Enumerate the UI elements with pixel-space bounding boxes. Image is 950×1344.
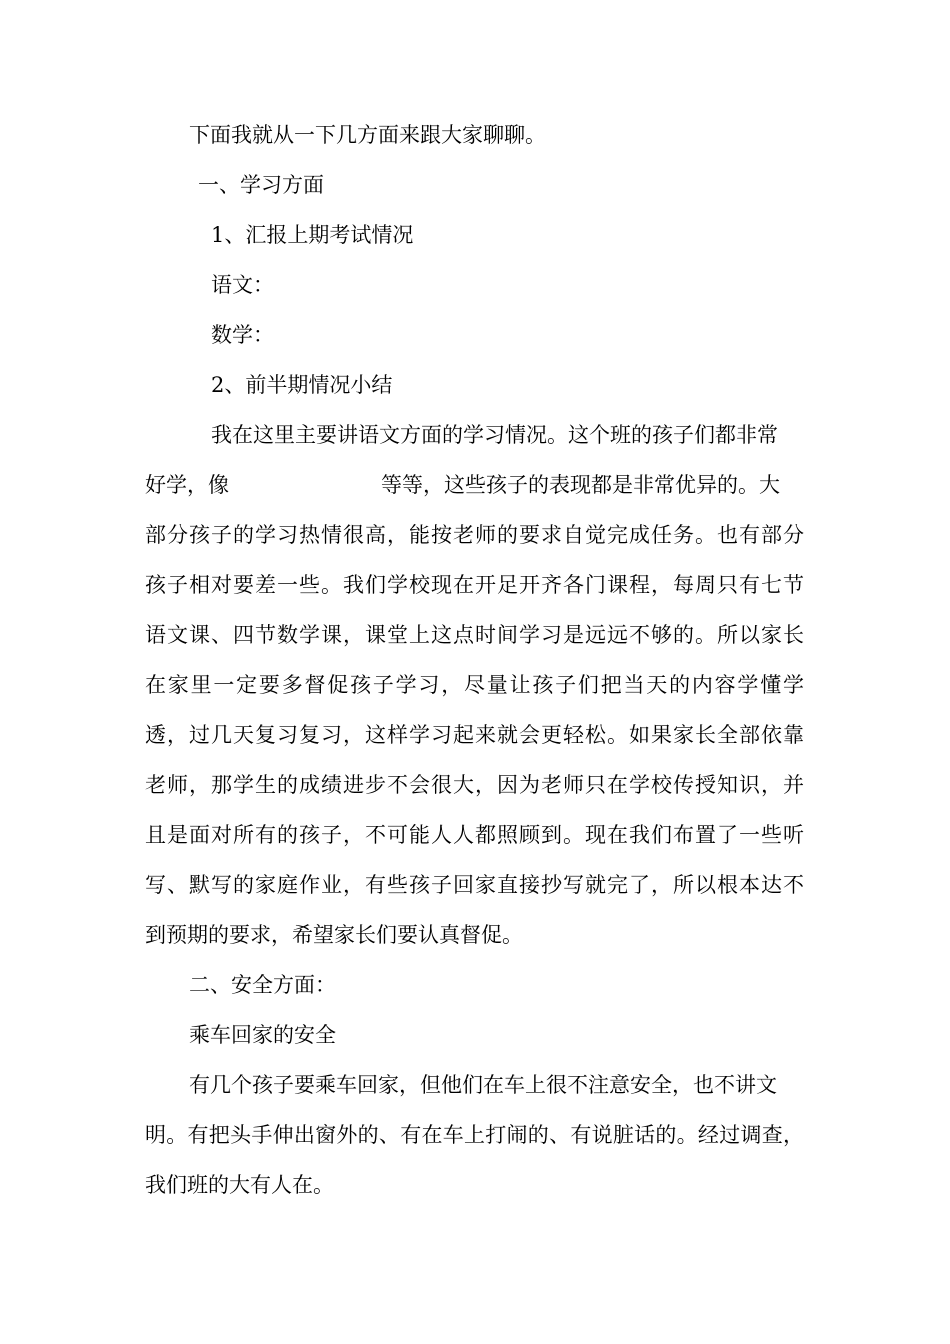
- paragraph-line: [0, 1163, 950, 1207]
- paragraph-text: 明。有把头手伸出窗外的、有在车上打闹的、有说脏话的。经过调查，: [145, 1123, 804, 1147]
- item1-heading: 1、汇报上期考试情况: [211, 223, 414, 247]
- paragraph-text: 透，过几天复习复习，这样学习起来就会更轻松。如果家长全部依靠: [145, 723, 804, 747]
- paragraph-line: [0, 663, 950, 707]
- paragraph-line: [0, 463, 950, 507]
- paragraph-text: 好学，像: [145, 473, 229, 497]
- section2-subheading: 乘车回家的安全: [189, 1023, 336, 1047]
- item2-heading-line: [0, 363, 950, 407]
- paragraph-text: 在家里一定要多督促孩子学习，尽量让孩子们把当天的内容学懂学: [145, 673, 804, 697]
- section2-heading: 二、安全方面：: [189, 973, 336, 997]
- paragraph-line: [0, 613, 950, 657]
- section2-subheading-line: [0, 1013, 950, 1057]
- paragraph-text: 我们班的大有人在。: [145, 1173, 334, 1197]
- paragraph-text: 等等，这些孩子的表现都是非常优异的。大: [381, 473, 780, 497]
- paragraph-text: 写、默写的家庭作业，有些孩子回家直接抄写就完了，所以根本达不: [145, 873, 804, 897]
- paragraph-line: [0, 1063, 950, 1107]
- paragraph-text: 我在这里主要讲语文方面的学习情况。这个班的孩子们都非常: [211, 423, 778, 447]
- math-score-label: 数学：: [211, 323, 274, 347]
- paragraph-text: 老师，那学生的成绩进步不会很大，因为老师只在学校传授知识，并: [145, 773, 804, 797]
- paragraph-text: 有几个孩子要乘车回家，但他们在车上很不注意安全，也不讲文: [189, 1073, 777, 1097]
- math-score-line: [0, 313, 950, 357]
- section1-heading-line: [0, 163, 950, 207]
- paragraph-line: [0, 813, 950, 857]
- intro-text: 下面我就从一下几方面来跟大家聊聊。: [189, 123, 546, 147]
- paragraph-text: 语文课、四节数学课，课堂上这点时间学习是远远不够的。所以家长: [145, 623, 804, 647]
- section2-heading-line: [0, 963, 950, 1007]
- paragraph-line: [0, 413, 950, 457]
- paragraph-line: [0, 713, 950, 757]
- paragraph-line: [0, 1113, 950, 1157]
- paragraph-text: 孩子相对要差一些。我们学校现在开足开齐各门课程，每周只有七节: [145, 573, 804, 597]
- paragraph-text: 到预期的要求，希望家长们要认真督促。: [145, 923, 523, 947]
- item2-heading: 2、前半期情况小结: [211, 373, 393, 397]
- item1-heading-line: [0, 213, 950, 257]
- chinese-score-line: [0, 263, 950, 307]
- paragraph-text: 部分孩子的学习热情很高，能按老师的要求自觉完成任务。也有部分: [145, 523, 804, 547]
- paragraph-line: [0, 863, 950, 907]
- intro-line: [0, 113, 950, 157]
- paragraph-text: 且是面对所有的孩子，不可能人人都照顾到。现在我们布置了一些听: [145, 823, 804, 847]
- paragraph-line: [0, 913, 950, 957]
- chinese-score-label: 语文：: [211, 273, 274, 297]
- paragraph-line: [0, 563, 950, 607]
- paragraph-line: [0, 763, 950, 807]
- paragraph-line: [0, 513, 950, 557]
- section1-heading: 一、学习方面: [198, 173, 324, 197]
